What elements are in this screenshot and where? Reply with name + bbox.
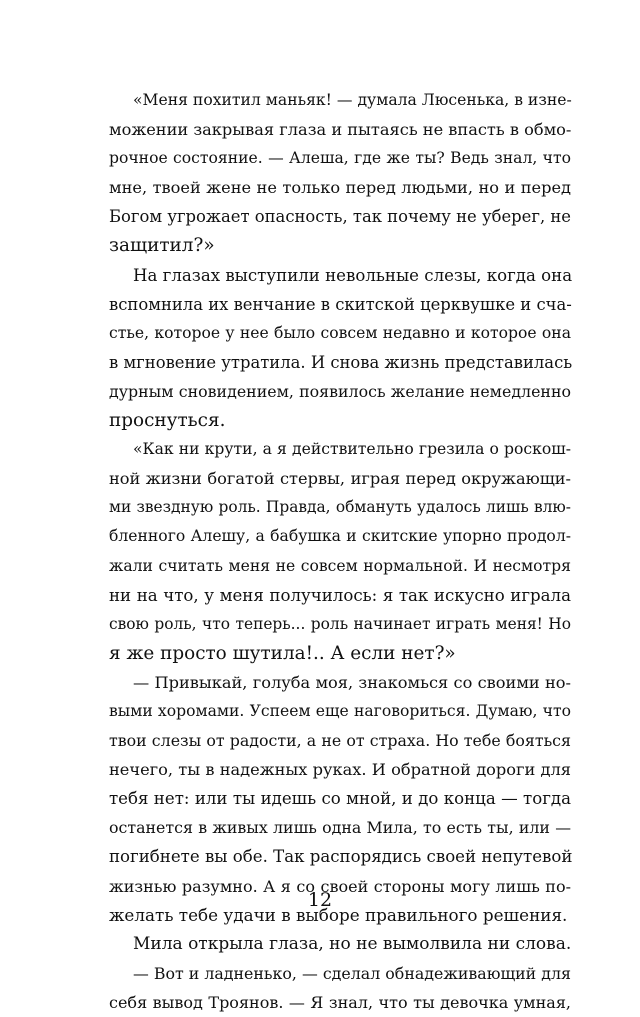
text-line: ни на что, у меня получилось: я так искусно играла [109, 585, 571, 605]
text-line: бленного Алешу, а бабушка и скитские упорно продол- [109, 527, 571, 546]
text-line: рочное состояние. — Алеша, где же ты? Ведь знал, что [109, 149, 571, 168]
text-line: ной жизни богатой стервы, играя перед окружающи- [109, 469, 571, 489]
text-line: «Меня похитил маньяк! — думала Люсенька, в изне- [133, 91, 572, 109]
text-line: На глазах выступили невольные слезы, когда она [133, 265, 573, 285]
text-line: я же просто шутила!.. А если нет?» [109, 642, 456, 664]
text-line: в мгновение утратила. И снова жизнь представилась [109, 352, 573, 372]
text-line: твои слезы от радости, а не от страха. Но тебе бояться [109, 731, 571, 751]
text-line: дурным сновидением, появилось желание немедленно [109, 381, 571, 401]
text-line: можении закрывая глаза и пытаясь не впасть в обмо- [109, 120, 572, 140]
text-line: останется в живых лишь одна Мила, то есть ты, или — [109, 818, 571, 838]
text-line: погибнете вы обе. Так распорядись своей непутевой [109, 847, 573, 867]
text-line: защитил?» [109, 235, 215, 257]
text-line: Мила открыла глаза, но не вымолвила ни слова. [133, 933, 572, 954]
text-line: желать тебе удачи в выборе правильного решения. [109, 904, 568, 925]
text-line: ми звездную роль. Правда, обмануть удалось лишь влю- [109, 498, 571, 517]
text-line: тебя нет: или ты идешь со мной, и до конца — тогда [109, 789, 571, 809]
text-line: — Вот и ладненько, — сделал обнадеживающий для [133, 963, 571, 983]
text-line: нечего, ты в надежных руках. И обратной дороги для [109, 760, 571, 780]
text-line: «Как ни крути, а я действительно грезила о роскош- [133, 440, 571, 459]
text-line: — Привыкай, голуба моя, знакомься со своими но- [133, 672, 571, 692]
text-line: мне, твоей жене не только перед людьми, но и перед [109, 178, 571, 198]
text-line: стье, которое у нее было совсем недавно и которое она [109, 323, 571, 342]
text-line: себя вывод Троянов. — Я знал, что ты девочка умная, [109, 992, 571, 1012]
text-line: проснуться. [109, 410, 226, 432]
text-line: Богом угрожает опасность, так почему не уберег, не [109, 207, 571, 227]
text-line: вспомнила их венчание в скитской церквушке и сча- [109, 294, 572, 314]
text-line: выми хоромами. Успеем еще наговориться. Думаю, что [109, 701, 571, 720]
page-number: 12 [307, 889, 333, 911]
body-text [109, 86, 571, 1017]
text-line: жизнью разумно. А я со своей стороны могу лишь по- [109, 876, 571, 896]
text-line: жали считать меня не совсем нормальной. И несмотря [109, 556, 571, 575]
text-line: свою роль, что теперь... роль начинает играть меня! Но [109, 614, 571, 633]
